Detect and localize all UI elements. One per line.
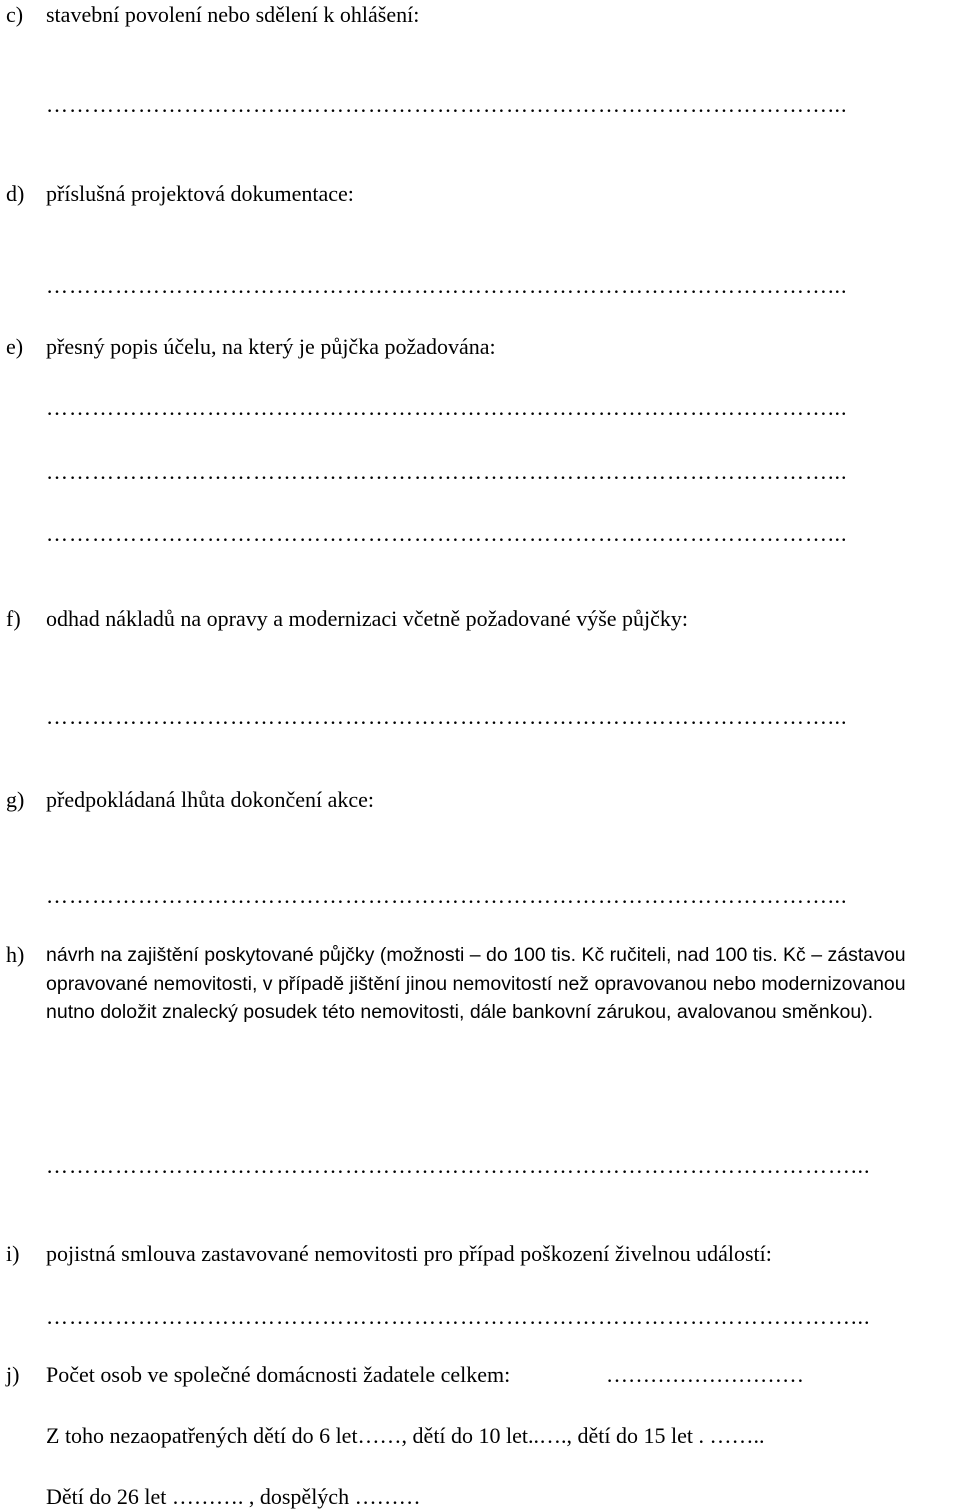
item-d-label: příslušná projektová dokumentace: (46, 181, 354, 206)
item-c-label: stavební povolení nebo sdělení k ohlášení: (46, 2, 420, 27)
item-f-label: odhad nákladů na opravy a modernizaci včetně požadované výše půjčky: (46, 606, 689, 631)
answer-line-e-2[interactable]: …………………………………………………………………………………………... (46, 459, 848, 484)
answer-line-e-1[interactable]: …………………………………………………………………………………………... (46, 395, 848, 420)
item-j-children-label[interactable]: Z toho nezaopatřených dětí do 6 let……, dětí do 10 let..…., dětí do 15 let . …….. (46, 1423, 765, 1448)
answer-line-d[interactable]: …………………………………………………………………………………………... (46, 273, 848, 298)
item-e-marker: e) (6, 334, 24, 359)
item-i-label: pojistná smlouva zastavované nemovitosti pro případ poškození živelnou událostí: (46, 1241, 772, 1266)
answer-line-i[interactable]: ……………………………………………………………………………………………... (46, 1304, 871, 1329)
item-j-adults-label[interactable]: Dětí do 26 let ………. , dospělých ……… (46, 1484, 421, 1509)
item-j-marker: j) (6, 1362, 20, 1387)
item-j-label: Počet osob ve společné domácnosti žadatele celkem: (46, 1362, 511, 1387)
answer-line-e-3[interactable]: …………………………………………………………………………………………... (46, 521, 848, 546)
item-h-marker: h) (6, 942, 25, 967)
item-g-label: předpokládaná lhůta dokončení akce: (46, 787, 375, 812)
item-f-marker: f) (6, 606, 21, 631)
answer-line-f[interactable]: …………………………………………………………………………………………... (46, 704, 848, 729)
answer-line-j-total[interactable]: ……………………… (606, 1362, 804, 1387)
item-d-marker: d) (6, 181, 25, 206)
item-g-marker: g) (6, 787, 25, 812)
item-c-marker: c) (6, 2, 24, 27)
answer-line-h[interactable]: ……………………………………………………………………………………………... (46, 1153, 871, 1178)
item-i-marker: i) (6, 1241, 20, 1266)
item-h-label: návrh na zajištění poskytované půjčky (možnosti – do 100 tis. Kč ručiteli, nad 100 tis. Kč – zástavou opravované nemovitosti, v případě jištění jinou nemovitostí než opravovanou nebo modernizovanou nutno doložit znalecký posudek této nemovitosti, dále bankovní zárukou, avalovanou směnkou). (46, 944, 906, 1023)
answer-line-c[interactable]: …………………………………………………………………………………………... (46, 92, 848, 117)
answer-line-g[interactable]: …………………………………………………………………………………………... (46, 883, 848, 908)
item-e-label: přesný popis účelu, na který je půjčka požadována: (46, 334, 496, 359)
